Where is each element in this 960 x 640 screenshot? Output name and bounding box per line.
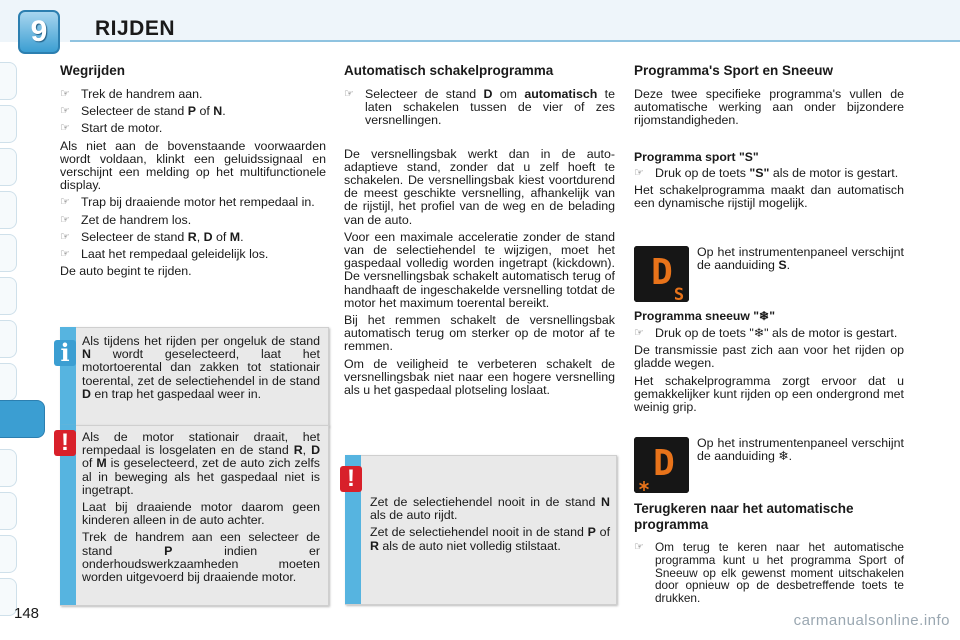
- chapter-title: RIJDEN: [95, 17, 176, 40]
- chapter-tab-active[interactable]: [0, 400, 45, 438]
- automatisch-body: [344, 88, 615, 397]
- page-number: 148: [14, 605, 40, 622]
- snow-mode-display: [634, 437, 689, 493]
- list-item: ☞ Laat het rempedaal geleidelijk los.: [60, 247, 269, 262]
- list-item: ☞ Selecteer de stand R, D of M.: [60, 229, 244, 244]
- hand-pointer-icon: ☞: [344, 88, 354, 100]
- paragraph: De auto begint te rijden.: [60, 264, 192, 279]
- list-item: ☞ Selecteer de stand D om automatisch te laten schakelen tussen de vier of zes versnellingen.: [344, 87, 615, 128]
- hand-pointer-icon: ☞: [634, 327, 644, 339]
- hand-pointer-icon: ☞: [60, 230, 70, 243]
- snow-subtitle: Programma sneeuw "❄": [634, 309, 775, 323]
- header-rule: [70, 40, 960, 42]
- paragraph: Voor een maximale acceleratie zonder de stand van de selectiehendel te wijzigen, moet het gaspedaal volledig worden ingetrapt (kickdown). De versnellingsbak schakelt automatisch terug of handhaaft de ingeschakelde versnelling totdat de motor het maximum toerental bereikt.: [344, 229, 615, 310]
- warning-icon: !: [54, 430, 76, 456]
- paragraph: Om de veiligheid te verbeteren schakelt de versnellingsbak niet naar een hogere versnelling als u het gaspedaal plotseling loslaat.: [344, 356, 615, 398]
- info-text: Als tijdens het rijden per ongeluk de stand N wordt geselecteerd, laat het motortoerental dan zakken tot stationair toerental, zet de selectiehendel in de stand D en trap het gaspedaal weer in.: [82, 334, 320, 401]
- sport-indicator: S: [673, 285, 685, 302]
- section-title-sport-sneeuw: Programma's Sport en Sneeuw: [634, 63, 834, 78]
- chapter-tab[interactable]: [0, 449, 17, 487]
- chapter-tab[interactable]: [0, 363, 17, 401]
- list-item: ☞ Start de motor.: [60, 121, 163, 136]
- snow-body: ☞ Druk op de toets "❄" als de motor is gestart. De transmissie past zich aan voor het rijden op gladde wegen. Het schakelprogramma zorgt ervoor dat u gemakkelijker kunt rijden op een ondergrond met weinig grip.: [634, 326, 904, 415]
- chapter-tab[interactable]: [0, 148, 17, 186]
- gear-indicator: D: [653, 443, 675, 484]
- hand-pointer-icon: ☞: [634, 167, 644, 179]
- hand-pointer-icon: ☞: [60, 122, 70, 135]
- chapter-tab[interactable]: [0, 277, 17, 315]
- hand-pointer-icon: ☞: [60, 196, 70, 209]
- hand-pointer-icon: ☞: [60, 88, 70, 100]
- hand-pointer-icon: ☞: [634, 541, 644, 553]
- sport-subtitle: Programma sport "S": [634, 150, 759, 164]
- paragraph: Als niet aan de bovenstaande voorwaarden wordt voldaan, klinkt een geluidssignaal en verschijnt een melding op het multifunctionele display.: [60, 138, 326, 193]
- chapter-tab[interactable]: [0, 234, 17, 272]
- snow-panel-text: Op het instrumentenpaneel verschijnt de aanduiding ❄.: [697, 436, 904, 464]
- info-icon: i: [54, 340, 76, 366]
- gear-indicator: D: [651, 252, 673, 293]
- list-item: ☞ Trap bij draaiende motor het rempedaal in.: [60, 195, 315, 210]
- list-item: ☞ Druk op de toets "❄" als de motor is gestart.: [634, 326, 898, 340]
- chapter-number-badge: 9: [18, 10, 60, 54]
- wegrijden-body: [60, 88, 326, 278]
- chapter-tab[interactable]: [0, 105, 17, 143]
- warning-text: Zet de selectiehendel nooit in de stand N als de auto rijdt. Zet de selectiehendel nooit in de stand P of R als de auto niet volledig stilstaat.: [370, 495, 611, 553]
- list-item: ☞ Trek de handrem aan.: [60, 87, 203, 101]
- sport-panel-text: Op het instrumentenpaneel verschijnt de aanduiding S.: [697, 245, 904, 273]
- programmas-intro: Deze twee specifieke programma's vullen de automatische werking aan onder bijzondere rijomstandigheden.: [634, 87, 904, 128]
- list-item: ☞ Zet de handrem los.: [60, 212, 192, 227]
- chapter-tab[interactable]: [0, 191, 17, 229]
- chapter-tab[interactable]: [0, 535, 17, 573]
- list-item: ☞ Selecteer de stand P of N.: [60, 104, 226, 119]
- chapter-tab[interactable]: [0, 320, 17, 358]
- sport-body: ☞ Druk op de toets "S" als de motor is gestart. Het schakelprogramma maakt dan automatisch een dynamische rijstijl mogelijk.: [634, 166, 904, 211]
- list-item: ☞ Om terug te keren naar het automatische programma kunt u het programma Sport of Sneeuw op elk gewenst moment uitschakelen door opnieuw op de desbetreffende toets te drukken.: [634, 540, 904, 606]
- hand-pointer-icon: ☞: [60, 105, 70, 118]
- warning-icon: !: [340, 466, 362, 492]
- paragraph: Bij het remmen schakelt de versnellingsbak automatisch terug om sterker op de motor af te remmen.: [344, 313, 615, 354]
- hand-pointer-icon: ☞: [60, 213, 70, 226]
- section-title-automatisch: Automatisch schakelprogramma: [344, 63, 554, 78]
- watermark: carmanualsonline.info: [793, 612, 950, 629]
- warning-text: Als de motor stationair draait, het rempedaal is losgelaten en de stand R, D of M is geselecteerd, zet de auto zich zelfs al in beweging als het gaspedaal niet is ingetrapt. Laat bij draaiende motor daarom geen kinderen alleen in de auto achter. Trek de handrem aan een selecteer de stand P indien er onderhoudswerkzaamheden moeten worden uitgevoerd bij draaiende motor.: [82, 430, 321, 585]
- terugkeren-body: [634, 541, 904, 605]
- paragraph: De versnellingsbak werkt dan in de auto-adaptieve stand, zonder dat u zelf hoeft te schakelen. De versnellingsbak kiest voortdurend de meest geschikte versnelling, afhankelijk van de rijstijl, het profiel van de weg en de belading van de auto.: [344, 146, 615, 227]
- chapter-tab[interactable]: [0, 62, 17, 100]
- hand-pointer-icon: ☞: [60, 248, 70, 261]
- sport-mode-display: [634, 246, 689, 302]
- section-title-terugkeren: Terugkeren naar het automatische programma: [634, 501, 854, 532]
- section-title-wegrijden: Wegrijden: [60, 63, 126, 78]
- list-item: ☞ Druk op de toets "S" als de motor is gestart.: [634, 166, 899, 180]
- chapter-tab[interactable]: [0, 492, 17, 530]
